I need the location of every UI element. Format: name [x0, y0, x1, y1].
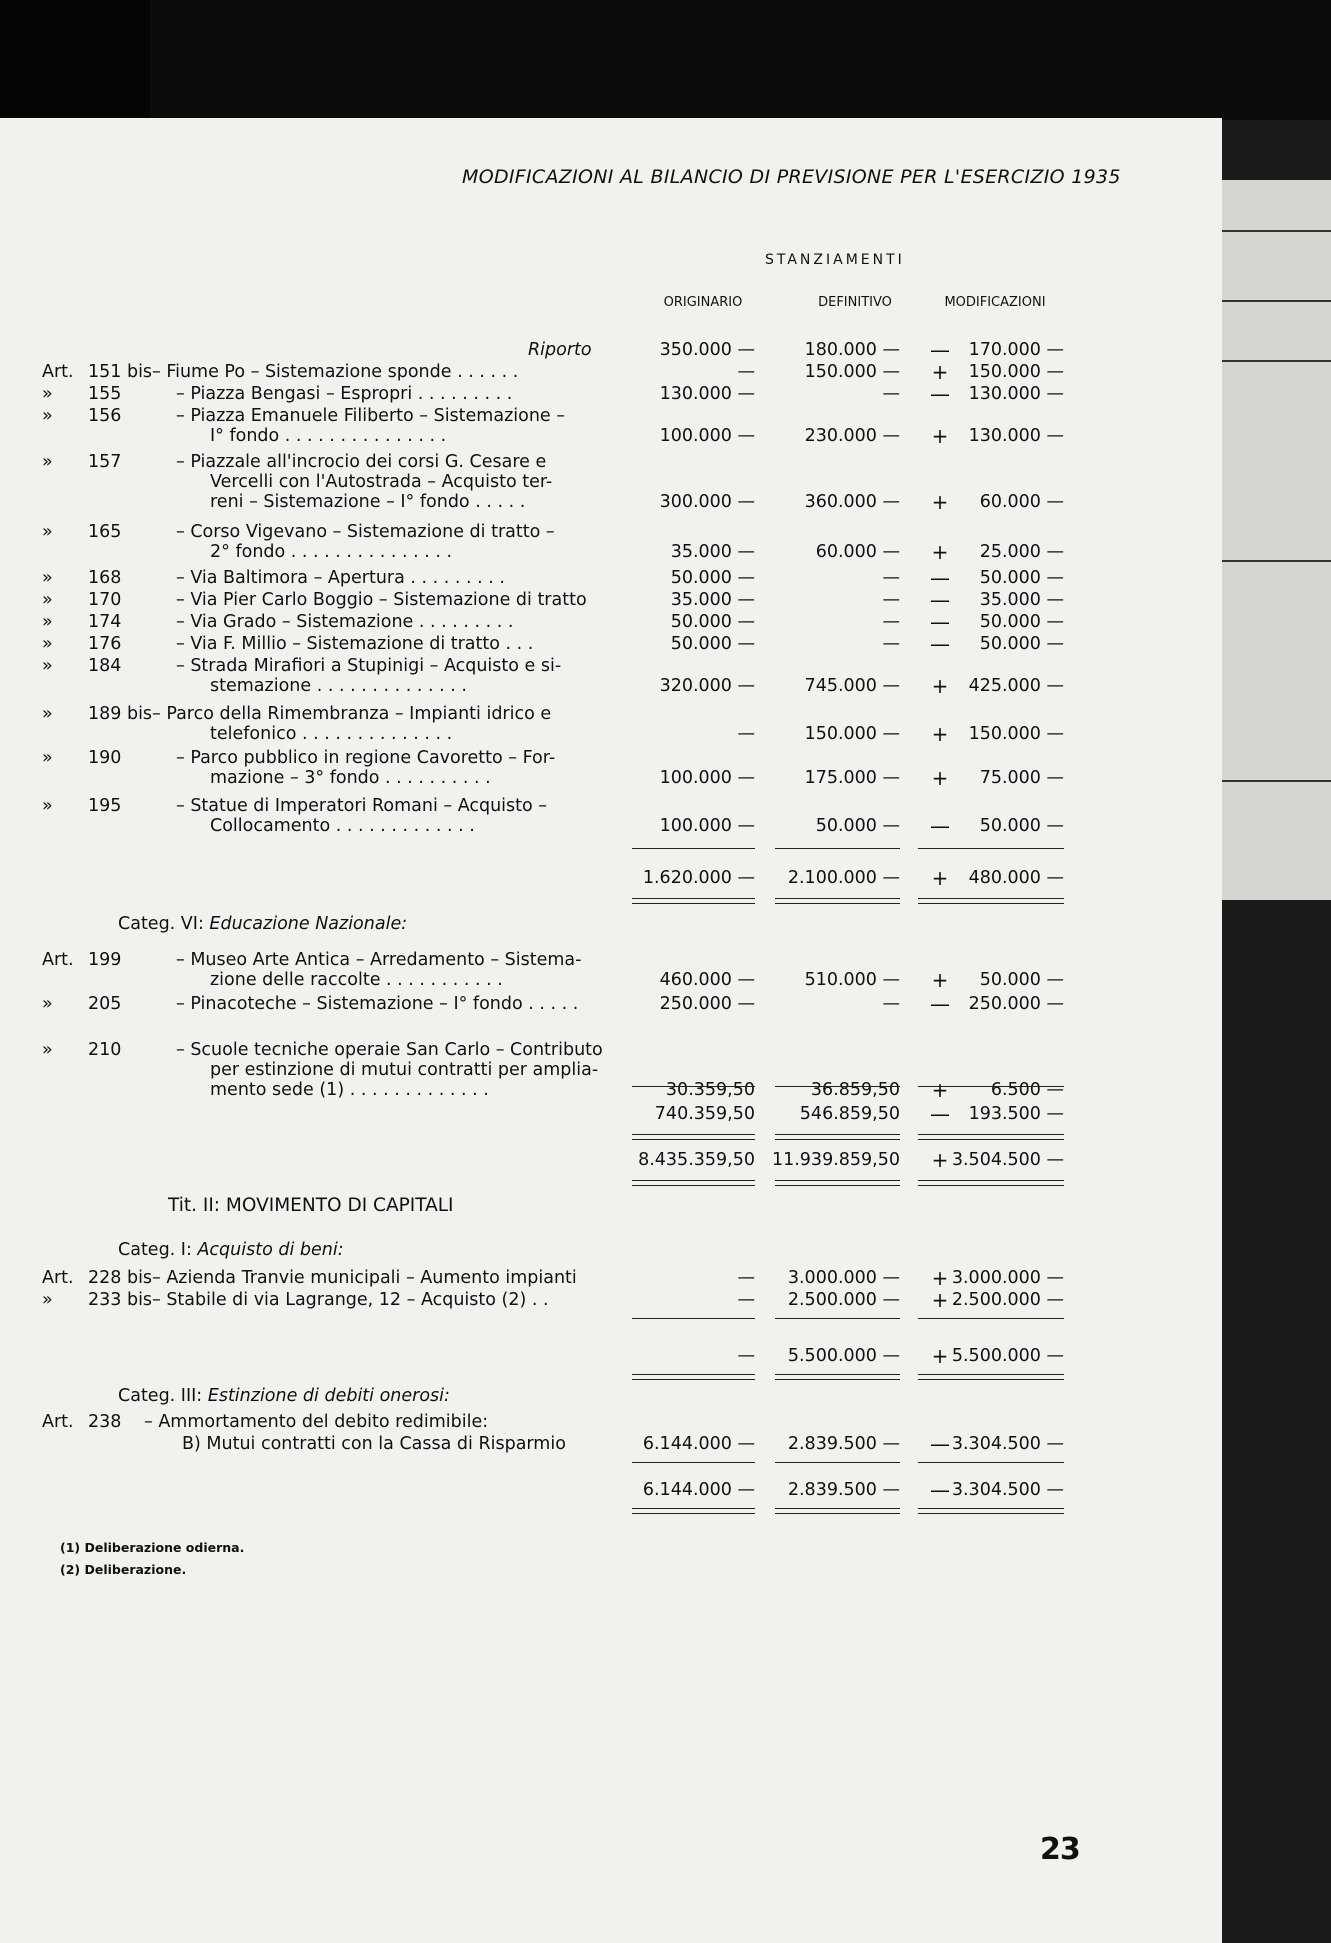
article-number: 168 [88, 568, 122, 588]
value-modificazione: 50.000 — [979, 816, 1064, 836]
value-originario: 8.435.359,50 [638, 1150, 755, 1170]
total-rule [775, 1086, 900, 1087]
category-label: Categ. VI: [118, 914, 204, 934]
value-modificazione: 130.000 — [968, 384, 1064, 404]
sign-modifica: + [931, 1288, 949, 1312]
total-rule [632, 1139, 755, 1140]
value-originario: 35.000 — [670, 590, 755, 610]
value-modificazione: 25.000 — [979, 542, 1064, 562]
article-description: – Ammortamento del debito redimibile: [144, 1412, 489, 1432]
article-description: telefonico . . . . . . . . . . . . . . [210, 724, 453, 744]
article-description: mento sede (1) . . . . . . . . . . . . . [210, 1080, 489, 1100]
category-title [118, 914, 407, 934]
article-number: 151 bis [88, 362, 153, 382]
article-description: – Corso Vigevano – Sistemazione di tratto – [176, 522, 555, 542]
sign-modifica: + [931, 360, 949, 384]
value-modificazione: 193.500 — [968, 1104, 1064, 1124]
value-definitivo: 175.000 — [804, 768, 900, 788]
article-number: 190 [88, 748, 122, 768]
adjacent-page-rule [1222, 300, 1331, 302]
value-definitivo: — [882, 384, 900, 404]
value-originario: 130.000 — [659, 384, 755, 404]
sign-modifica: — [930, 1102, 950, 1126]
article-description: – Via Pier Carlo Boggio – Sistemazione di tratto [176, 590, 587, 610]
category-title [118, 1240, 344, 1260]
total-rule [918, 1374, 1064, 1375]
value-definitivo: — [882, 612, 900, 632]
category-name: Acquisto di beni: [197, 1240, 344, 1260]
value-modificazione: 3.504.500 — [951, 1150, 1064, 1170]
article-prefix: » [42, 522, 53, 542]
value-originario: — [737, 1346, 755, 1366]
total-rule [632, 848, 755, 849]
sign-modifica: — [930, 992, 950, 1016]
value-definitivo: 2.100.000 — [787, 868, 900, 888]
value-originario: — [737, 1268, 755, 1288]
article-prefix: » [42, 994, 53, 1014]
sign-modifica: + [931, 722, 949, 746]
value-modificazione: 3.304.500 — [951, 1434, 1064, 1454]
article-description: – Parco pubblico in regione Cavoretto – For- [176, 748, 556, 768]
total-rule [632, 1379, 755, 1380]
article-description: I° fondo . . . . . . . . . . . . . . . [210, 426, 447, 446]
col-header-originario: ORIGINARIO [663, 295, 743, 310]
category-name: Estinzione di debiti onerosi: [207, 1386, 450, 1406]
total-rule [918, 1318, 1064, 1319]
total-rule [918, 1185, 1064, 1186]
article-description: – Via F. Millio – Sistemazione di tratto . . . [176, 634, 534, 654]
value-originario: 6.144.000 — [642, 1434, 755, 1454]
article-description: – Museo Arte Antica – Arredamento – Sistema- [176, 950, 582, 970]
sign-modifica: — [930, 566, 950, 590]
value-originario: 35.000 — [670, 542, 755, 562]
total-rule [918, 1462, 1064, 1463]
total-rule [632, 1134, 755, 1135]
value-originario: 100.000 — [659, 426, 755, 446]
sign-modifica: — [930, 632, 950, 656]
article-number: 228 bis [88, 1268, 153, 1288]
article-description: Vercelli con l'Autostrada – Acquisto ter- [210, 472, 553, 492]
total-rule [775, 1139, 900, 1140]
article-description: – Pinacoteche – Sistemazione – I° fondo . . . . . [176, 994, 579, 1014]
article-description: per estinzione di mutui contratti per amplia- [210, 1060, 599, 1080]
total-rule [918, 1379, 1064, 1380]
adjacent-page-rule [1222, 560, 1331, 562]
value-definitivo: 50.000 — [815, 816, 900, 836]
total-rule [775, 898, 900, 899]
value-modificazione: 50.000 — [979, 634, 1064, 654]
article-prefix: » [42, 612, 53, 632]
value-modificazione: 35.000 — [979, 590, 1064, 610]
value-modificazione: 150.000 — [968, 724, 1064, 744]
sign-modifica: + [931, 424, 949, 448]
stanziamenti-heading: STANZIAMENTI [765, 252, 905, 268]
value-modificazione: 75.000 — [979, 768, 1064, 788]
article-number: 157 [88, 452, 122, 472]
article-description: – Via Grado – Sistemazione . . . . . . . . . [176, 612, 514, 632]
adjacent-page-edge [1212, 180, 1331, 900]
article-description: – Piazza Emanuele Filiberto – Sistemazione – [176, 406, 565, 426]
article-number: 174 [88, 612, 122, 632]
article-prefix: » [42, 796, 53, 816]
total-rule [918, 1513, 1064, 1514]
article-number: 165 [88, 522, 122, 542]
article-description: – Parco della Rimembranza – Impianti idrico e [152, 704, 552, 724]
total-rule [775, 1134, 900, 1135]
article-description: – Strada Mirafiori a Stupinigi – Acquisto e si- [176, 656, 562, 676]
scan-border-corner [0, 0, 150, 128]
total-rule [775, 1180, 900, 1181]
adjacent-page-rule [1222, 230, 1331, 232]
value-originario: 100.000 — [659, 816, 755, 836]
total-rule [775, 1513, 900, 1514]
article-prefix: » [42, 634, 53, 654]
sign-modifica: + [931, 1148, 949, 1172]
value-definitivo: 11.939.859,50 [771, 1150, 900, 1170]
total-rule [918, 1180, 1064, 1181]
value-modificazione: 250.000 — [968, 994, 1064, 1014]
article-description: – Stabile di via Lagrange, 12 – Acquisto (2) . . [152, 1290, 549, 1310]
value-definitivo: 150.000 — [804, 362, 900, 382]
value-modificazione: 3.304.500 — [951, 1480, 1064, 1500]
total-rule [775, 1379, 900, 1380]
article-description: – Piazzale all'incrocio dei corsi G. Cesare e [176, 452, 547, 472]
total-rule [632, 1185, 755, 1186]
value-originario: — [737, 724, 755, 744]
value-definitivo: 745.000 — [804, 676, 900, 696]
value-definitivo: 230.000 — [804, 426, 900, 446]
value-definitivo: 546.859,50 [799, 1104, 900, 1124]
total-rule [775, 1185, 900, 1186]
article-prefix: » [42, 1040, 53, 1060]
article-prefix: Art. [42, 362, 74, 382]
value-modificazione: 50.000 — [979, 970, 1064, 990]
total-rule [632, 898, 755, 899]
total-rule [775, 1374, 900, 1375]
sign-modifica: + [931, 674, 949, 698]
total-rule [775, 1318, 900, 1319]
col-header-definitivo: DEFINITIVO [818, 295, 892, 310]
article-prefix: » [42, 384, 53, 404]
value-modificazione: 5.500.000 — [951, 1346, 1064, 1366]
sign-modifica: + [931, 1266, 949, 1290]
sign-modifica: — [930, 588, 950, 612]
category-label: Categ. I: [118, 1240, 192, 1260]
value-modificazione: 60.000 — [979, 492, 1064, 512]
footnote-1: (1) Deliberazione odierna. [60, 1540, 245, 1555]
total-rule [632, 1513, 755, 1514]
article-description: stemazione . . . . . . . . . . . . . . [210, 676, 467, 696]
article-prefix: » [42, 452, 53, 472]
article-prefix: » [42, 704, 53, 724]
article-prefix: » [42, 406, 53, 426]
value-definitivo: — [882, 590, 900, 610]
value-modificazione: 150.000 — [968, 362, 1064, 382]
article-number: 170 [88, 590, 122, 610]
value-originario: 50.000 — [670, 568, 755, 588]
category-name: Educazione Nazionale: [209, 914, 408, 934]
total-rule [918, 903, 1064, 904]
value-originario: 460.000 — [659, 970, 755, 990]
article-prefix: Art. [42, 1268, 74, 1288]
value-originario: — [737, 1290, 755, 1310]
sign-modifica: — [930, 382, 950, 406]
total-rule [775, 903, 900, 904]
value-originario: 300.000 — [659, 492, 755, 512]
value-definitivo: — [882, 634, 900, 654]
value-definitivo: — [882, 994, 900, 1014]
article-number: 156 [88, 406, 122, 426]
value-originario: 50.000 — [670, 634, 755, 654]
value-definitivo: — [882, 568, 900, 588]
value-definitivo: 3.000.000 — [787, 1268, 900, 1288]
value-definitivo: 36.859,50 [810, 1080, 900, 1100]
value-modificazione: 2.500.000 — [951, 1290, 1064, 1310]
sign-modifica: + [931, 866, 949, 890]
value-originario: 100.000 — [659, 768, 755, 788]
category-label: Categ. III: [118, 1386, 203, 1406]
value-originario: 6.144.000 — [642, 1480, 755, 1500]
value-definitivo: 510.000 — [804, 970, 900, 990]
value-originario: 250.000 — [659, 994, 755, 1014]
value-definitivo: 360.000 — [804, 492, 900, 512]
value-definitivo: 5.500.000 — [787, 1346, 900, 1366]
adjacent-page-rule [1222, 360, 1331, 362]
sign-modifica: — [930, 610, 950, 634]
value-originario: 320.000 — [659, 676, 755, 696]
article-description: – Piazza Bengasi – Espropri . . . . . . . . . [176, 384, 513, 404]
sign-modifica: + [931, 1078, 949, 1102]
sign-modifica: + [931, 968, 949, 992]
total-rule [775, 1508, 900, 1509]
article-number: 238 [88, 1412, 122, 1432]
article-description: – Scuole tecniche operaie San Carlo – Contributo [176, 1040, 603, 1060]
total-rule [918, 1139, 1064, 1140]
value-modificazione: 425.000 — [968, 676, 1064, 696]
article-description: zione delle raccolte . . . . . . . . . . . [210, 970, 503, 990]
article-prefix: » [42, 656, 53, 676]
article-number: 199 [88, 950, 122, 970]
total-rule [918, 848, 1064, 849]
value-definitivo: 2.839.500 — [787, 1434, 900, 1454]
article-description: 2° fondo . . . . . . . . . . . . . . . [210, 542, 453, 562]
category-title [118, 1386, 450, 1406]
article-number: 155 [88, 384, 122, 404]
total-rule [632, 1462, 755, 1463]
value-definitivo: 2.500.000 — [787, 1290, 900, 1310]
value-definitivo: 2.839.500 — [787, 1480, 900, 1500]
article-prefix: » [42, 590, 53, 610]
total-rule [632, 1508, 755, 1509]
total-rule [918, 1134, 1064, 1135]
article-description: mazione – 3° fondo . . . . . . . . . . [210, 768, 491, 788]
total-rule [632, 1086, 755, 1087]
sign-modifica: + [931, 1344, 949, 1368]
value-originario: 350.000 — [659, 340, 755, 360]
article-description: reni – Sistemazione – I° fondo . . . . . [210, 492, 526, 512]
article-description: – Via Baltimora – Apertura . . . . . . . . . [176, 568, 505, 588]
value-originario: 30.359,50 [665, 1080, 755, 1100]
article-number: 184 [88, 656, 122, 676]
value-originario: 1.620.000 — [642, 868, 755, 888]
article-number: 189 bis [88, 704, 153, 724]
riporto-label: Riporto [528, 340, 592, 360]
value-modificazione: 50.000 — [979, 568, 1064, 588]
total-rule [918, 1508, 1064, 1509]
sign-modifica: + [931, 490, 949, 514]
col-header-modificazioni: MODIFICAZIONI [944, 295, 1046, 310]
title-movimento-capitali: Tit. II: MOVIMENTO DI CAPITALI [168, 1195, 454, 1216]
sign-modifica: — [930, 1432, 950, 1456]
sign-modifica: + [931, 766, 949, 790]
article-description: – Fiume Po – Sistemazione sponde . . . . . . [152, 362, 519, 382]
total-rule [918, 898, 1064, 899]
value-originario: 50.000 — [670, 612, 755, 632]
article-description: B) Mutui contratti con la Cassa di Risparmio [182, 1434, 566, 1454]
total-rule [632, 1180, 755, 1181]
sign-modifica: + [931, 540, 949, 564]
article-prefix: Art. [42, 1412, 74, 1432]
article-number: 195 [88, 796, 122, 816]
article-number: 233 bis [88, 1290, 153, 1310]
value-originario: — [737, 362, 755, 382]
value-definitivo: 150.000 — [804, 724, 900, 744]
article-number: 205 [88, 994, 122, 1014]
article-prefix: » [42, 568, 53, 588]
page-number: 23 [1040, 1832, 1080, 1867]
total-rule [775, 848, 900, 849]
value-definitivo: 180.000 — [804, 340, 900, 360]
article-description: – Azienda Tranvie municipali – Aumento impianti [152, 1268, 577, 1288]
value-modificazione: 130.000 — [968, 426, 1064, 446]
value-definitivo: 60.000 — [815, 542, 900, 562]
article-description: – Statue di Imperatori Romani – Acquisto – [176, 796, 548, 816]
article-description: Collocamento . . . . . . . . . . . . . [210, 816, 475, 836]
value-originario: 740.359,50 [654, 1104, 755, 1124]
article-prefix: » [42, 1290, 53, 1310]
total-rule [918, 1086, 1064, 1087]
sign-modifica: — [930, 1478, 950, 1502]
article-prefix: Art. [42, 950, 74, 970]
sign-modifica: — [930, 814, 950, 838]
article-number: 210 [88, 1040, 122, 1060]
value-modificazione: 6.500 — [990, 1080, 1064, 1100]
total-rule [632, 1318, 755, 1319]
footnote-2: (2) Deliberazione. [60, 1562, 187, 1577]
value-modificazione: 170.000 — [968, 340, 1064, 360]
total-rule [632, 903, 755, 904]
adjacent-page-rule [1222, 780, 1331, 782]
article-number: 176 [88, 634, 122, 654]
article-prefix: » [42, 748, 53, 768]
value-modificazione: 480.000 — [968, 868, 1064, 888]
value-modificazione: 3.000.000 — [951, 1268, 1064, 1288]
total-rule [632, 1374, 755, 1375]
total-rule [775, 1462, 900, 1463]
sign-modifica: — [930, 338, 950, 362]
page-header-title: MODIFICAZIONI AL BILANCIO DI PREVISIONE PER L'ESERCIZIO 1935 [462, 166, 1121, 188]
value-modificazione: 50.000 — [979, 612, 1064, 632]
